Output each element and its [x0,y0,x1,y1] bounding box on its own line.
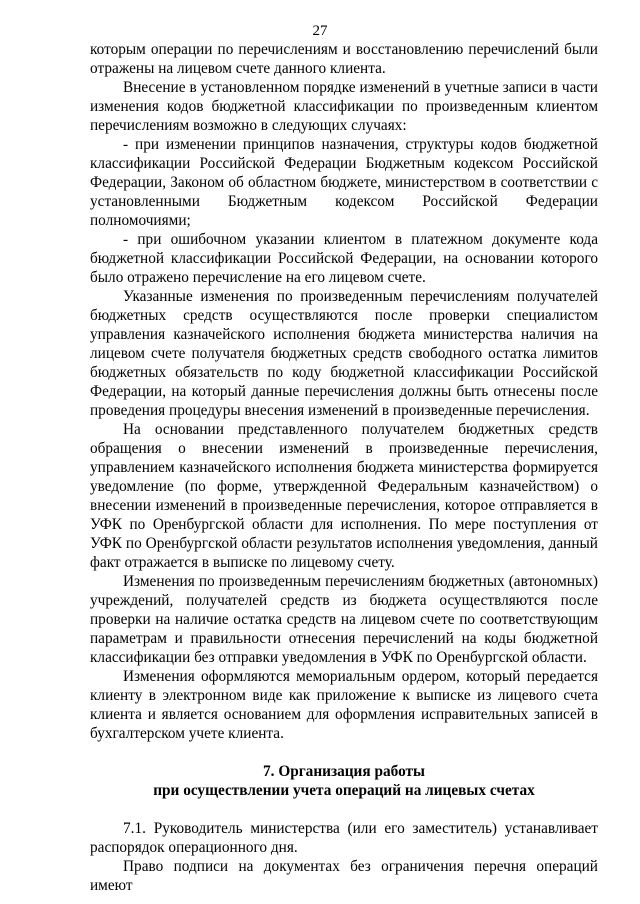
paragraph: Изменения оформляются мемориальным ордером, который передается клиенту в электронном виде как приложение к выписке из лицевого счета клиента и является основанием для оформления исправительных записей в бухгалтерском учете клиента. [90,668,598,742]
section-heading-line: 7. Организация работы [263,763,425,780]
paragraph: Изменения по произведенным перечислениям бюджетных (автономных) учреждений, получателей средств из бюджета осуществляются после проверки на наличие остатка средств на лицевом счете по соответствующим параметрам и правильности отнесения перечислений на коды бюджетной классификации без отправки уведомления в УФК по Оренбургской области. [90,573,598,666]
list-item: - при ошибочном указании клиентом в платежном документе кода бюджетной классификации Российской Федерации, на основании которого было отражено перечисление на его лицевом счете. [90,231,598,286]
paragraph: Внесение в установленном порядке изменений в учетные записи в части изменения кодов бюджетной классификации по произведенным клиентом перечислениям возможно в следующих случаях: [90,79,598,134]
paragraph: Право подписи на документах без ограничения перечня операций имеют [90,858,598,894]
list-item: - при изменении принципов назначения, структуры кодов бюджетной классификации Российской Федерации Бюджетным кодексом Российской Федерации, Законом об областном бюджете, министерством в соответствии с установленными Бюджетным кодексом Российской Федерации полномочиями; [90,136,598,229]
document-body [90,40,598,895]
paragraph: Указанные изменения по произведенным перечислениям получателей бюджетных средств осуществляются после проверки специалистом управления казначейского исполнения бюджета министерства наличия на лицевом счете получателя бюджетных средств свободного остатка лимитов бюджетных обязательств по коду бюджетной классификации Российской Федерации, на который данные перечисления должны быть отнесены после проведения процедуры внесения изменений в произведенные перечисления. [90,288,598,419]
section-heading [90,762,598,800]
page-number: 27 [312,23,328,39]
paragraph: которым операции по перечислениям и восстановлению перечислений были отражены на лицевом счете данного клиента. [90,41,598,77]
paragraph: 7.1. Руководитель министерства (или его заместитель) устанавливает распорядок операционного дня. [90,820,598,856]
paragraph: На основании представленного получателем бюджетных средств обращения о внесении изменений в произведенные перечисления, управлением казначейского исполнения бюджета министерства формируется уведомление (по форме, утвержденной Федеральным казначейством) о внесении изменений в произведенные перечисления, которое отправляется в УФК по Оренбургской области для исполнения. По мере поступления от УФК по Оренбургской области результатов исполнения уведомления, данный факт отражается в выписке по лицевому счету. [90,421,598,571]
section-heading-line: при осуществлении учета операций на лицевых счетах [153,782,535,799]
